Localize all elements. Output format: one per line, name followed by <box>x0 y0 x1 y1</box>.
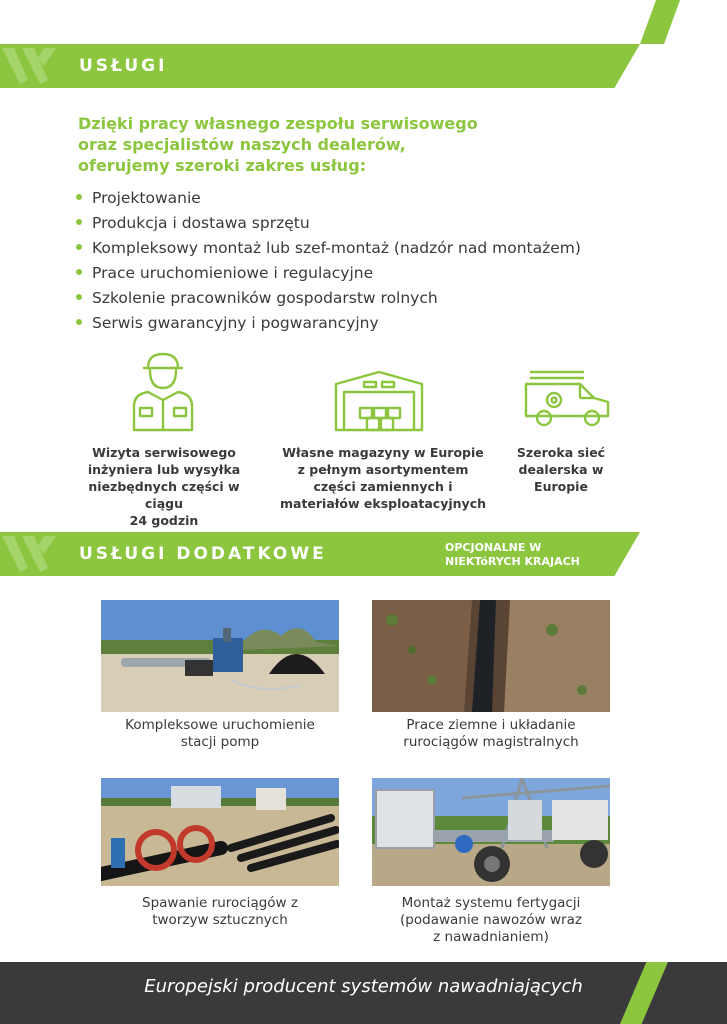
list-item: Szkolenie pracowników gospodarstw rolnych <box>76 286 581 311</box>
intro-line: oferujemy szeroki zakres usług: <box>78 156 367 175</box>
warehouse-icon <box>334 370 424 432</box>
feature-text-engineer: Wizyta serwisowego inżyniera lub wysyłka niezbędnych części w ciągu 24 godzin <box>87 445 241 528</box>
list-item: Produkcja i dostawa sprzętu <box>76 211 581 236</box>
bullet <box>76 194 82 200</box>
services-list <box>76 186 581 336</box>
engineer-icon <box>130 350 196 432</box>
photo-caption: Spawanie rurociągów z tworzyw sztucznych <box>142 895 298 928</box>
corner-stripe <box>640 0 680 44</box>
photo-trench <box>372 600 610 712</box>
page-title: USŁUGI <box>79 56 168 76</box>
feature-text-warehouse: Własne magazyny w Europie z pełnym asortymentem części zamiennych i materiałów eksploatacyjnych <box>279 445 487 511</box>
list-item: Serwis gwarancyjny i pogwarancyjny <box>76 311 581 336</box>
intro-line: Dzięki pracy własnego zespołu serwisowego <box>78 114 478 133</box>
photo-pump-station <box>101 600 339 712</box>
bullet <box>76 319 82 325</box>
photo-pipe-welding <box>101 778 339 886</box>
optional-note: OPCJONALNE W NIEKTóRYCH KRAJACH <box>445 541 580 568</box>
bullet <box>76 219 82 225</box>
bullet <box>76 294 82 300</box>
brand-chevron-icon <box>0 44 70 88</box>
additional-title: USŁUGI DODATKOWE <box>79 544 327 564</box>
photo-caption: Kompleksowe uruchomienie stacji pomp <box>125 717 315 750</box>
bullet <box>76 269 82 275</box>
intro-text <box>78 113 538 176</box>
photo-caption: Montaż systemu fertygacji (podawanie nawozów wraz z nawadnianiem) <box>400 895 582 945</box>
service-van-icon <box>524 368 610 430</box>
list-item: Prace uruchomieniowe i regulacyjne <box>76 261 581 286</box>
footer-slogan: Europejski producent systemów nawadniających <box>144 976 583 997</box>
photo-caption: Prace ziemne i układanie rurociągów magistralnych <box>403 717 579 750</box>
feature-text-dealers: Szeroka sieć dealerska w Europie <box>516 445 606 494</box>
list-item: Kompleksowy montaż lub szef-montaż (nadzór nad montażem) <box>76 236 581 261</box>
list-item: Projektowanie <box>76 186 581 211</box>
bullet <box>76 244 82 250</box>
photo-fertigation <box>372 778 610 886</box>
intro-line: oraz specjalistów naszych dealerów, <box>78 135 406 154</box>
brand-chevron-icon <box>0 532 70 576</box>
